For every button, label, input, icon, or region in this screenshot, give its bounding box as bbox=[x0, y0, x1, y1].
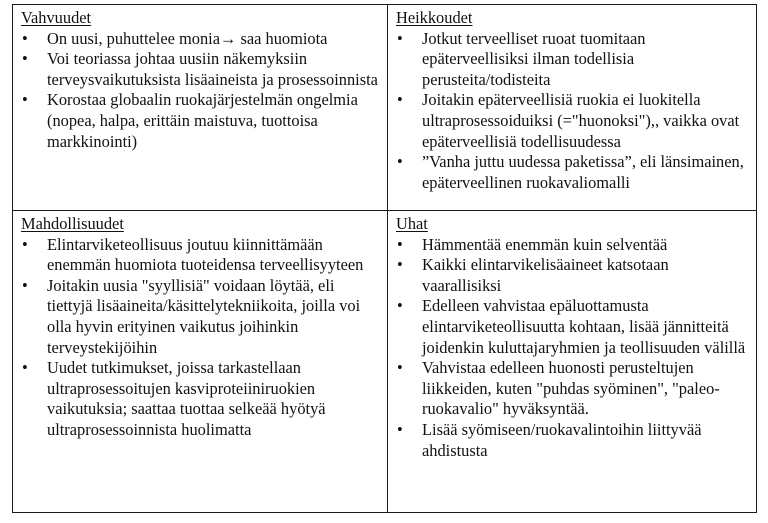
list-item-text: ”Vanha juttu uudessa paketissa”, eli länsimainen, epäterveellinen ruokavaliomalli bbox=[422, 152, 744, 192]
bullet-icon: • bbox=[397, 419, 403, 439]
strengths-list bbox=[20, 29, 381, 153]
threats-cell bbox=[388, 211, 757, 513]
list-item bbox=[20, 235, 381, 276]
swot-table bbox=[12, 4, 757, 513]
bullet-icon: • bbox=[22, 49, 28, 69]
bullet-icon: • bbox=[22, 90, 28, 110]
list-item bbox=[20, 358, 381, 440]
bullet-icon: • bbox=[22, 358, 28, 378]
bullet-icon: • bbox=[22, 234, 28, 254]
bullet-icon: • bbox=[397, 152, 403, 172]
list-item-text: Joitakin epäterveellisiä ruokia ei luokitella ultraprosessoiduiksi (="huonoksi"),, vaikka ovat epäterveellisiä todellisuudessa bbox=[422, 90, 740, 151]
list-item-text: Edelleen vahvistaa epäluottamusta elintarviketeollisuutta kohtaan, lisää jännitteitä joidenkin kuluttajaryhmien ja teollisuuden välillä bbox=[422, 296, 746, 357]
list-item-text: On uusi, puhuttelee monia→ saa huomiota bbox=[47, 28, 328, 48]
threats-list bbox=[395, 235, 750, 462]
bullet-icon: • bbox=[397, 358, 403, 378]
list-item-text: Elintarviketeollisuus joutuu kiinnittämään enemmän huomiota tuoteidensa terveellisyyteen bbox=[47, 234, 364, 275]
bullet-icon: • bbox=[397, 28, 403, 48]
list-item bbox=[395, 296, 750, 358]
bullet-icon: • bbox=[397, 255, 403, 275]
list-item-text: Voi teoriassa johtaa uusiin näkemyksiin terveysvaikutuksista lisäaineista ja prosessoinnista bbox=[47, 49, 378, 89]
opportunities-heading: Mahdollisuudet bbox=[21, 214, 124, 233]
strengths-heading: Vahvuudet bbox=[21, 8, 92, 27]
list-item bbox=[20, 29, 381, 50]
list-item bbox=[395, 255, 750, 296]
bullet-icon: • bbox=[22, 28, 28, 48]
bullet-icon: • bbox=[397, 234, 403, 254]
list-item bbox=[395, 235, 750, 256]
bullet-icon: • bbox=[397, 90, 403, 110]
list-item bbox=[395, 152, 750, 193]
threats-heading: Uhat bbox=[396, 214, 428, 233]
opportunities-cell bbox=[13, 211, 388, 513]
list-item-text: Korostaa globaalin ruokajärjestelmän ongelmia (nopea, halpa, erittäin maistuva, tuottoisa markkinointi) bbox=[47, 90, 358, 151]
bullet-icon: • bbox=[397, 296, 403, 316]
strengths-cell bbox=[13, 5, 388, 211]
list-item-text: Vahvistaa edelleen huonosti perusteltujen liikkeiden, kuten "puhdas syöminen", "paleo-ruokavalio" hyväksyntää. bbox=[422, 358, 720, 419]
list-item bbox=[20, 276, 381, 358]
list-item bbox=[395, 90, 750, 152]
weaknesses-cell bbox=[388, 5, 757, 211]
list-item bbox=[395, 420, 750, 461]
list-item bbox=[20, 90, 381, 152]
list-item-text: Joitakin uusia "syyllisiä" voidaan löytää, eli tiettyjä lisäaineita/käsittelytekniikoita, joilla voi olla hyvin erityinen vaikutus joihinkin terveystekijöihin bbox=[47, 275, 361, 357]
weaknesses-list bbox=[395, 29, 750, 194]
list-item-text: Lisää syömiseen/ruokavalintoihin liittyvää ahdistusta bbox=[422, 419, 702, 460]
list-item bbox=[20, 49, 381, 90]
list-item-text: Uudet tutkimukset, joissa tarkastellaan ultraprosessoitujen kasviproteiiniruokien vaikutuksia; saattaa tuottaa selkeää hyötyä ultraprosessoinnista huolimatta bbox=[47, 358, 326, 439]
list-item-text: Jotkut terveelliset ruoat tuomitaan epäterveellisiksi ilman todellisia perusteita/todisteita bbox=[422, 28, 646, 89]
list-item bbox=[395, 29, 750, 91]
list-item bbox=[395, 358, 750, 420]
list-item-text: Kaikki elintarvikelisäaineet katsotaan vaarallisiksi bbox=[422, 255, 669, 295]
opportunities-list bbox=[20, 235, 381, 441]
weaknesses-heading: Heikkoudet bbox=[396, 8, 473, 27]
bullet-icon: • bbox=[22, 275, 28, 295]
list-item-text: Hämmentää enemmän kuin selventää bbox=[422, 234, 668, 254]
